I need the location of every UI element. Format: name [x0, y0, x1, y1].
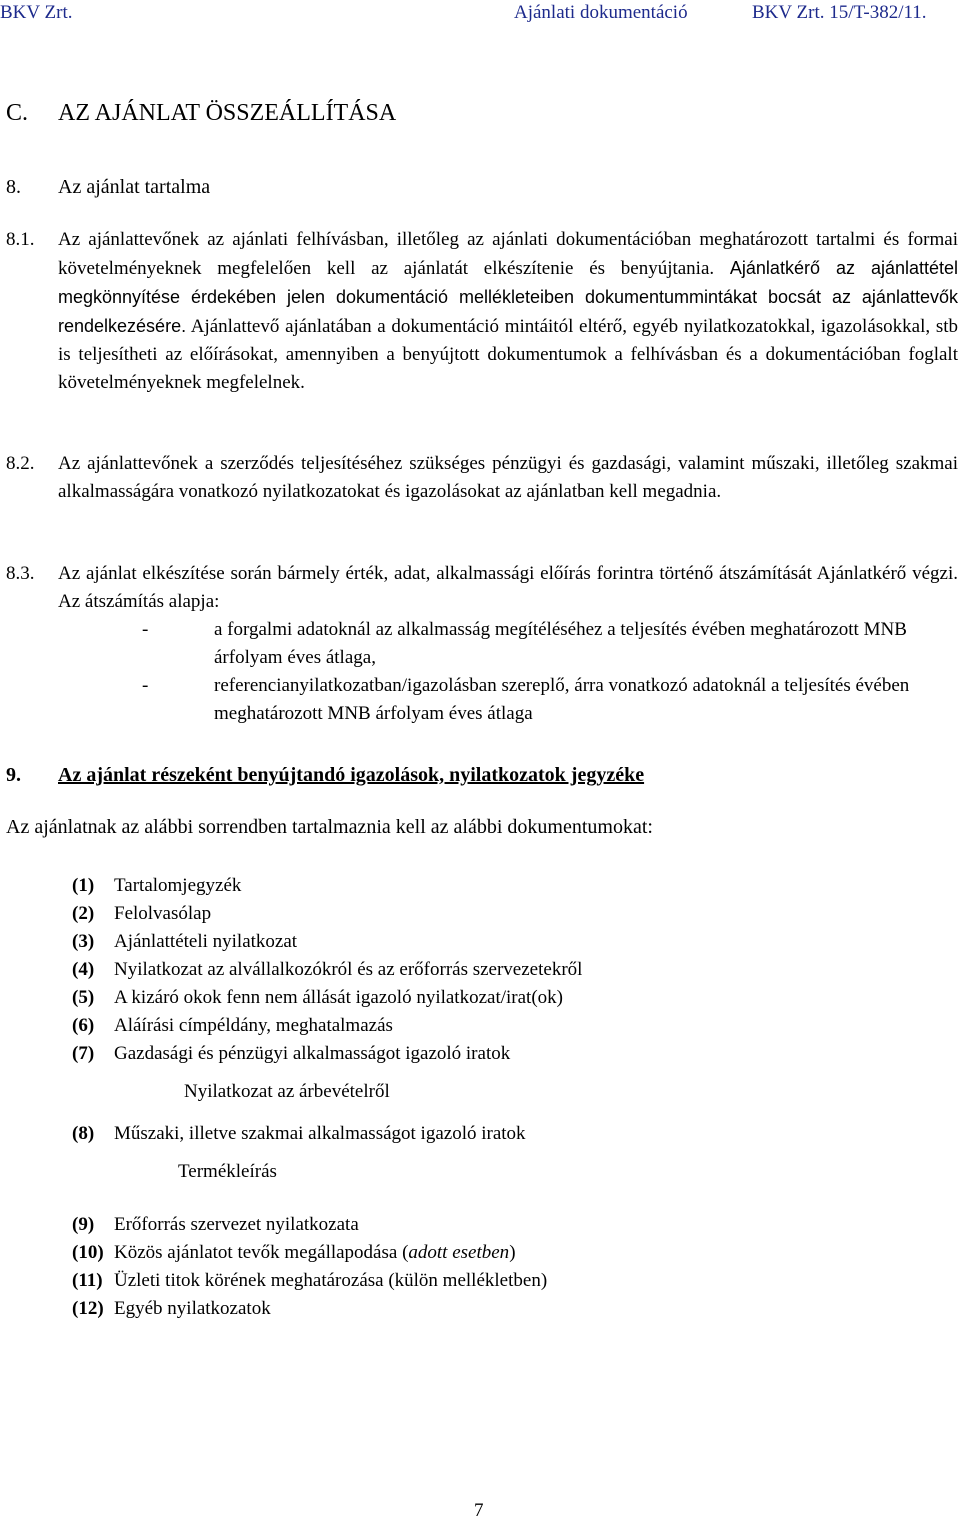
bullet-text: a forgalmi adatoknál az alkalmasság megítéléséhez a teljesítés évében meghatározott MNB árfolyam éves átlaga,	[214, 619, 907, 668]
heading-8	[6, 176, 210, 199]
list-item-text: Ajánlattételi nyilatkozat	[114, 931, 298, 952]
list-item-number: (1)	[72, 875, 95, 896]
list-item	[72, 872, 952, 900]
section-number: C.	[6, 100, 29, 126]
list-item-text: Nyilatkozat az alvállalkozókról és az erőforrás szervezetekről	[114, 959, 583, 980]
list-item-number: (9)	[72, 1214, 95, 1235]
list-item-number: (10)	[72, 1242, 104, 1263]
list-item	[72, 984, 952, 1012]
document-list-8	[72, 1120, 952, 1148]
list-item-number: (2)	[72, 903, 95, 924]
list-item-number: (4)	[72, 959, 95, 980]
list-item-text: Műszaki, illetve szakmai alkalmasságot igazoló iratok	[114, 1123, 526, 1144]
paragraph-8-3-text: Az ajánlat elkészítése során bármely érték, adat, alkalmassági előírás forintra történő átszámítását Ajánlatkérő végzi. Az átszámítás alapja:	[58, 563, 958, 612]
list-item-number: (8)	[72, 1123, 95, 1144]
heading-8-number: 8.	[6, 176, 21, 198]
paragraph-8-1-number: 8.1.	[6, 229, 35, 250]
bullet-dash: -	[142, 619, 149, 640]
paragraph-8-1-text-b: Ajánlatkérő az ajánlattétel megkönnyítése érdekében jelen dokumentáció mellékleteiben dokumentummintákat bocsát az ajánlattevők rendelkezésére.	[58, 258, 959, 336]
list-item	[72, 1211, 952, 1239]
list-item-text-italic: adott esetben	[408, 1242, 510, 1263]
list-item	[72, 928, 952, 956]
list-item-text	[114, 1239, 516, 1267]
bullet-text: referencianyilatkozatban/igazolásban szereplő, árra vonatkozó adatoknál a teljesítés évében meghatározott MNB árfolyam éves átlaga	[214, 675, 910, 724]
conversion-bullets	[6, 616, 958, 728]
list-item-number: (11)	[72, 1270, 103, 1291]
paragraph-8-1-text	[58, 226, 958, 397]
list-item-text: A kizáró okok fenn nem állását igazoló nyilatkozat/irat(ok)	[114, 987, 563, 1008]
list-item-text: Erőforrás szervezet nyilatkozata	[114, 1214, 359, 1235]
paragraph-8-3-number: 8.3.	[6, 563, 35, 584]
paragraph-8-2-text: Az ajánlattevőnek a szerződés teljesítéséhez szükséges pénzügyi és gazdasági, valamint műszaki, illetőleg szakmai alkalmasságára vonatkozó nyilatkozatokat és igazolásokat az ajánlatban kell megadnia.	[58, 453, 958, 502]
heading-9-title: Az ajánlat részeként benyújtandó igazolások, nyilatkozatok jegyzéke	[58, 764, 645, 786]
paragraph-8-1-text-a: Az ajánlattevőnek az ajánlati felhívásban, illetőleg az ajánlati dokumentációban meghatározott tartalmi és formai követelményeknek megfelelően kell az ajánlatát elkészítenie és benyújtania.	[58, 229, 958, 279]
list-item-text: Egyéb nyilatkozatok	[114, 1298, 271, 1319]
heading-8-title: Az ajánlat tartalma	[58, 176, 211, 198]
paragraph-8-2-number: 8.2.	[6, 453, 35, 474]
paragraph-8-1-text-c: Ajánlattevő ajánlatában a dokumentáció mintáitól eltérő, egyéb nyilatkozatokkal, igazolásokkal, stb is teljesítheti az előírásokat, amennyiben a benyújtott dokumentumok a felhívásban és a dokumentációban foglalt követelményeknek megfelelnek.	[58, 316, 958, 393]
list-item	[72, 1267, 952, 1295]
paragraph-8-3	[6, 560, 958, 616]
document-list-a	[72, 872, 952, 1068]
list-item-text: Gazdasági és pénzügyi alkalmasságot igazoló iratok	[114, 1043, 511, 1064]
sub-item-revenue: Nyilatkozat az árbevételről	[184, 1081, 390, 1102]
list-item	[72, 1239, 952, 1267]
bullet-item	[6, 616, 958, 672]
list-intro: Az ajánlatnak az alábbi sorrendben tartalmaznia kell az alábbi dokumentumokat:	[6, 816, 653, 838]
list-item-number: (7)	[72, 1043, 95, 1064]
list-item-text: Felolvasólap	[114, 903, 212, 924]
heading-9-number: 9.	[6, 764, 21, 786]
list-item	[72, 1040, 952, 1068]
document-list-b	[72, 1211, 952, 1323]
sub-item-product-description: Termékleírás	[178, 1161, 277, 1182]
bullet-dash: -	[142, 675, 149, 696]
list-item-number: (12)	[72, 1298, 104, 1319]
list-item	[72, 900, 952, 928]
list-item-text: Üzleti titok körének meghatározása (külön mellékletben)	[114, 1270, 548, 1291]
page-number: 7	[474, 1500, 484, 1521]
paragraph-8-2	[6, 450, 958, 506]
list-item	[72, 1012, 952, 1040]
section-heading	[6, 100, 396, 127]
list-item	[72, 956, 952, 984]
list-item-number: (5)	[72, 987, 95, 1008]
section-title: AZ AJÁNLAT ÖSSZEÁLLÍTÁSA	[58, 100, 397, 126]
list-item-text: Aláírási címpéldány, meghatalmazás	[114, 1015, 393, 1036]
header-doc-title: Ajánlati dokumentáció	[514, 2, 688, 23]
list-item-text-b: )	[509, 1242, 516, 1263]
bullet-item	[6, 672, 958, 728]
paragraph-8-1	[6, 226, 958, 397]
list-item-text-a: Közös ajánlatot tevők megállapodása (	[114, 1242, 409, 1263]
list-item	[72, 1295, 952, 1323]
list-item-text: Tartalomjegyzék	[114, 875, 242, 896]
list-item-number: (3)	[72, 931, 95, 952]
list-item	[72, 1120, 952, 1148]
heading-9	[6, 764, 644, 787]
page-header	[0, 2, 960, 30]
header-doc-id: BKV Zrt. 15/T-382/11.	[752, 2, 927, 23]
list-item-number: (6)	[72, 1015, 95, 1036]
header-company: BKV Zrt.	[0, 2, 73, 23]
